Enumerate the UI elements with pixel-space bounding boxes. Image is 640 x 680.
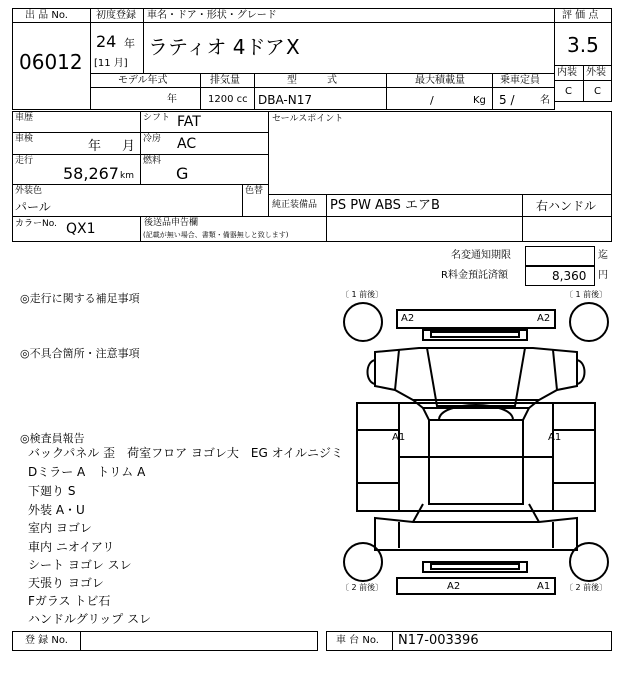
interior-label: 内装 [557, 67, 577, 78]
color-change-label: 色替 [245, 186, 264, 196]
aircon: AC [177, 136, 197, 152]
color-number-label: カラーNo. [15, 219, 57, 229]
damage-mark-left-side: A1 [392, 432, 406, 443]
inspector-report-label: ◎検査員報告 [20, 432, 85, 445]
car-outline [339, 290, 613, 626]
max-load-slash: / [430, 94, 434, 107]
report-line: シート ヨゴレ スレ [28, 558, 132, 572]
report-line: Dミラー A トリム A [28, 465, 146, 479]
first-registration-month: [11 月] [94, 58, 128, 69]
score-label: 評 価 点 [562, 10, 599, 21]
max-load-unit: Kg [473, 95, 486, 106]
mileage-unit: km [120, 171, 134, 181]
history-label: 車歴 [15, 113, 34, 123]
report-line: 車内 ニオイアリ [28, 540, 115, 554]
sales-point-label: セールスポイント [272, 114, 344, 124]
exterior-grade: C [594, 86, 601, 97]
model-year-label: モデル年式 [118, 75, 168, 86]
first-registration-label: 初度登録 [96, 10, 136, 21]
aircon-label: 冷房 [143, 134, 162, 144]
damage-mark-right-side: A1 [548, 432, 562, 443]
report-line: ハンドルグリップ スレ [28, 612, 152, 626]
car-name: ラティオ 4ドア [148, 35, 285, 59]
registration-number-label: 登 録 No. [25, 635, 68, 646]
rear-right-tag: 〔 2 前後〕 [565, 583, 608, 592]
report-line: バックパネル 歪 荷室フロア ヨゴレ大 EG オイルニジミ [28, 446, 344, 460]
defects-label: ◎不具合箇所・注意事項 [20, 347, 140, 360]
max-load-label: 最大積載量 [415, 75, 465, 86]
equipment-label: 純正装備品 [272, 200, 318, 210]
exterior-color: パール [15, 200, 51, 214]
name-change-box [525, 246, 595, 266]
mileage: 58,267 [63, 164, 119, 183]
damage-mark-front-bumper-right: A2 [537, 313, 551, 324]
lot-number: 06012 [19, 50, 83, 74]
equipment: PS PW ABS エアB [330, 198, 440, 213]
fuel: G [176, 164, 189, 183]
lot-number-label: 出 品 No. [25, 10, 68, 21]
front-right-tag: 〔 1 前後〕 [565, 290, 608, 299]
interior-grade: C [565, 86, 572, 97]
type-label: 型 式 [287, 75, 337, 86]
exterior-color-label: 外装色 [15, 186, 43, 196]
model-year-unit: 年 [167, 94, 177, 105]
report-line: Fガラス トビ石 [28, 594, 111, 608]
capacity: 5 / [499, 93, 515, 107]
displacement: 1200 cc [208, 94, 248, 105]
car-name-label: 車名・ドア・形状・グレード [147, 10, 277, 21]
aftermarket-note: (記載が無い場合、書類・備器無しと致します) [143, 231, 289, 239]
damage-mark-rear-bumper-center: A2 [447, 581, 461, 592]
score: 3.5 [567, 33, 599, 57]
car-grade: X [286, 35, 300, 59]
first-registration-year: 24 [96, 32, 117, 51]
report-line: 下廻り S [28, 484, 76, 498]
driving-notes-label: ◎走行に関する補足事項 [20, 292, 140, 305]
displacement-label: 排気量 [210, 75, 240, 86]
fuel-label: 燃料 [143, 156, 162, 166]
report-line: 外装 A・U [28, 503, 85, 517]
inspection-label: 車検 [15, 134, 34, 144]
shift-label: シフト [143, 113, 171, 123]
year-unit: 年 [124, 37, 135, 50]
recycle-amount: 8,360 [552, 269, 587, 283]
name-change-unit: 迄 [598, 250, 608, 261]
report-line: 天張り ヨゴレ [28, 576, 104, 590]
steering: 右ハンドル [536, 199, 597, 213]
inspection-year-unit: 年 [88, 139, 102, 154]
damage-mark-rear-bumper-right: A1 [537, 581, 551, 592]
report-line: 室内 ヨゴレ [28, 521, 92, 535]
color-number: QX1 [66, 221, 96, 237]
mileage-label: 走行 [15, 156, 34, 166]
shift: FAT [177, 114, 201, 130]
damage-mark-front-bumper-left: A2 [401, 313, 415, 324]
name-change-label: 名変通知期限 [451, 250, 511, 261]
capacity-unit: 名 [540, 95, 550, 106]
exterior-label: 外装 [586, 67, 606, 78]
aftermarket-label: 後送品申告欄 [144, 218, 199, 228]
rear-left-tag: 〔 2 前後〕 [341, 583, 384, 592]
inspection-month-unit: 月 [122, 139, 136, 154]
chassis-number: N17-003396 [398, 633, 479, 648]
chassis-number-label: 車 台 No. [336, 635, 379, 646]
recycle-label: R料金預託済額 [441, 270, 508, 281]
capacity-label: 乗車定員 [500, 75, 540, 86]
model-type: DBA-N17 [258, 93, 312, 107]
recycle-unit: 円 [598, 270, 608, 281]
damage-diagram [339, 290, 613, 626]
front-left-tag: 〔 1 前後〕 [341, 290, 384, 299]
